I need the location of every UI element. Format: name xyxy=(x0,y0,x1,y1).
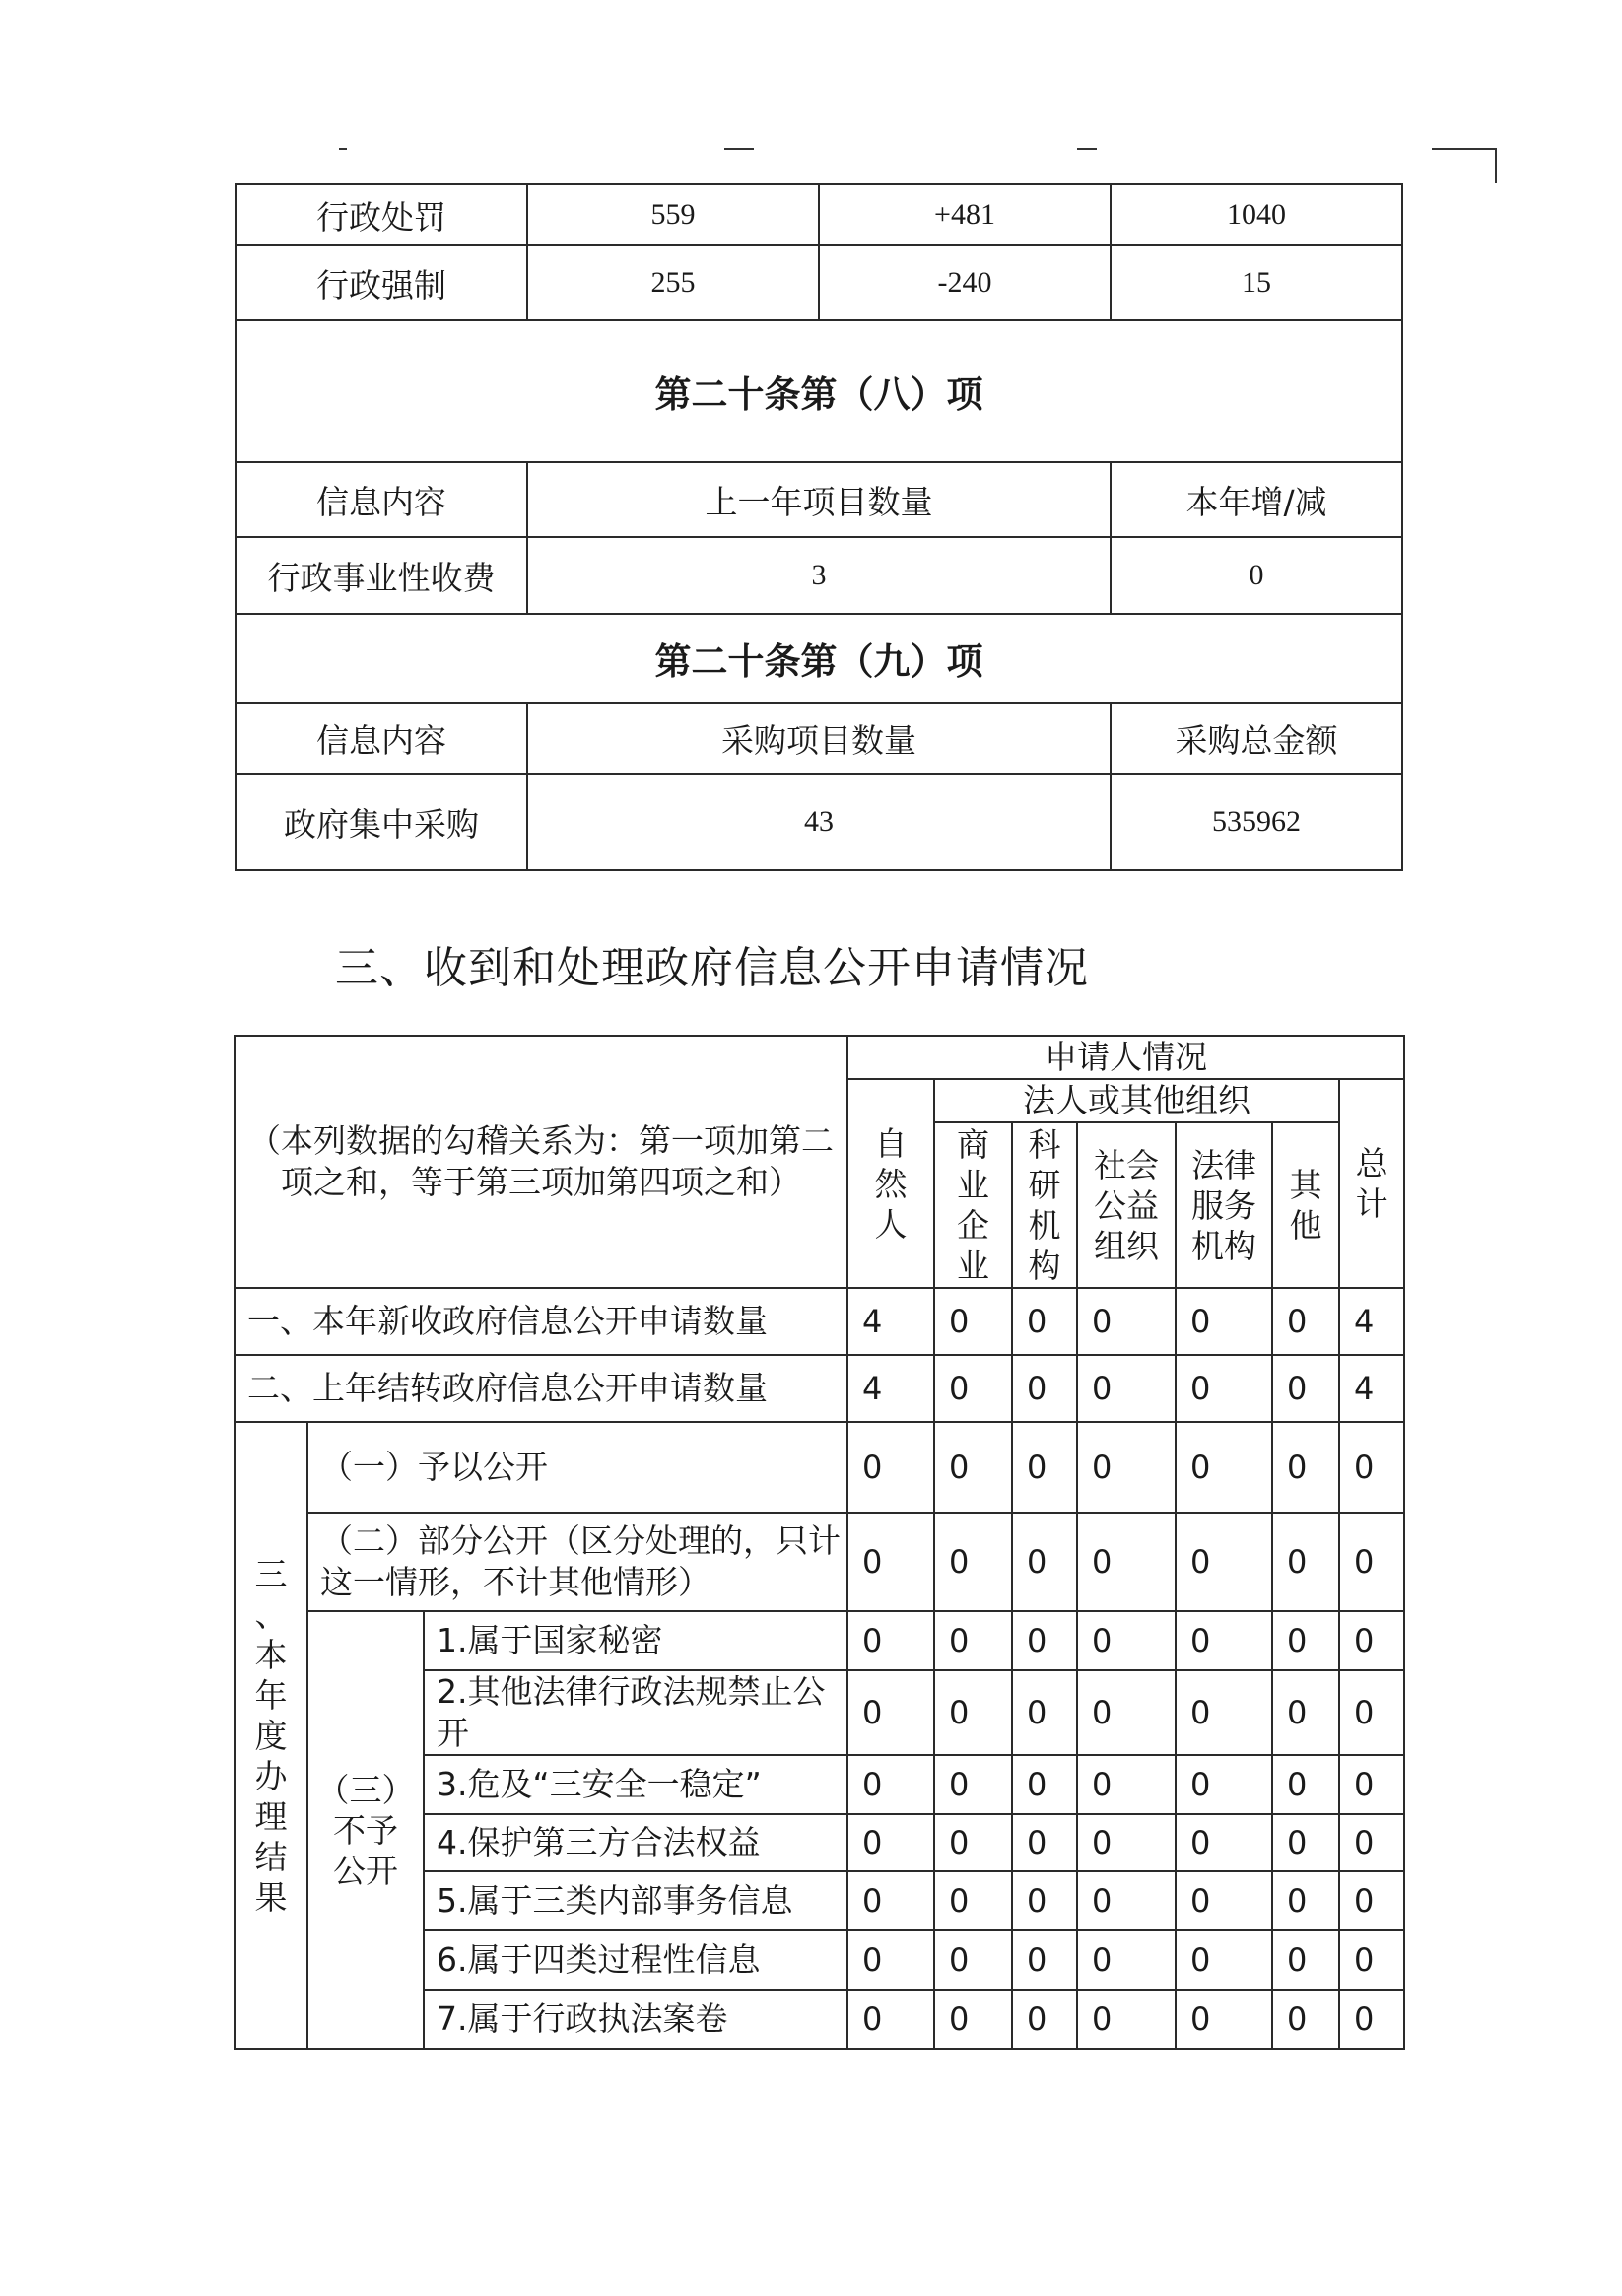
cell-value: 0 xyxy=(1077,1670,1176,1755)
cell-value: 0 xyxy=(1012,1513,1077,1611)
cell-value: 0 xyxy=(1339,1814,1404,1871)
table-row xyxy=(235,1355,1404,1422)
cell-value: 0 xyxy=(934,1871,1012,1930)
cell-value: 0 xyxy=(1176,1814,1272,1871)
cell-value: 0 xyxy=(1012,1670,1077,1755)
section8-title: 第二十条第（八）项 xyxy=(236,320,1402,462)
cell-value: 4 xyxy=(847,1288,934,1355)
cell-value: 0 xyxy=(1077,1990,1176,2049)
cell-value: 0 xyxy=(1339,1422,1404,1513)
current-value: 1040 xyxy=(1111,184,1402,245)
table-row xyxy=(235,1422,1404,1513)
cell-value: 0 xyxy=(934,1755,1012,1814)
cell-value: 0 xyxy=(1012,1930,1077,1990)
col-total: 总 计 xyxy=(1339,1079,1404,1288)
header-purchase-count: 采购项目数量 xyxy=(527,703,1111,774)
cell-value: 0 xyxy=(1272,1355,1339,1422)
cell-value: 0 xyxy=(847,1814,934,1871)
table-row xyxy=(236,537,1402,614)
header-change: 本年增/减 xyxy=(1111,462,1402,537)
cell-value: 0 xyxy=(1176,1611,1272,1670)
col-other: 其 他 xyxy=(1272,1122,1339,1288)
cell-value: 0 xyxy=(1077,1355,1176,1422)
cell-value: 0 xyxy=(1176,1871,1272,1930)
table-header-row xyxy=(236,703,1402,774)
cell-value: 0 xyxy=(934,1930,1012,1990)
cell-value: 0 xyxy=(1176,1930,1272,1990)
cell-value: 0 xyxy=(1272,1814,1339,1871)
cell-value: 0 xyxy=(934,1288,1012,1355)
cell-value: 0 xyxy=(1176,1513,1272,1611)
header-purchase-amount: 采购总金额 xyxy=(1111,703,1402,774)
cell-value: 0 xyxy=(1339,1755,1404,1814)
row-label: 2.其他法律行政法规禁止公开 xyxy=(424,1670,847,1755)
cell-value: 0 xyxy=(1012,1355,1077,1422)
section-heading: 三、收到和处理政府信息公开申请情况 xyxy=(335,943,1089,993)
current-value: 15 xyxy=(1111,245,1402,320)
table-row xyxy=(235,1288,1404,1355)
row-label: 3.危及“三安全一稳定” xyxy=(424,1755,847,1814)
cell-value: 0 xyxy=(1339,1670,1404,1755)
cell-value: 0 xyxy=(1012,1755,1077,1814)
cell-value: 0 xyxy=(1339,1513,1404,1611)
cell-value: 0 xyxy=(934,1513,1012,1611)
cell-value: 4 xyxy=(1339,1355,1404,1422)
table-row xyxy=(236,774,1402,870)
cell-value: 0 xyxy=(934,1670,1012,1755)
cell-value: 0 xyxy=(1176,1288,1272,1355)
row-label: 政府集中采购 xyxy=(236,774,527,870)
cell-value: 0 xyxy=(1176,1422,1272,1513)
scan-mark xyxy=(1077,148,1097,150)
row-label: 二、上年结转政府信息公开申请数量 xyxy=(235,1355,847,1422)
scan-mark xyxy=(1432,148,1495,150)
cell-value: 0 xyxy=(1339,1930,1404,1990)
cell-value: 0 xyxy=(1077,1930,1176,1990)
cell-value: 0 xyxy=(1272,1422,1339,1513)
prev-year-value: 559 xyxy=(527,184,819,245)
cell-value: 0 xyxy=(1012,1990,1077,2049)
cell-value: 0 xyxy=(847,1871,934,1930)
applicant-header: 申请人情况 xyxy=(847,1036,1404,1079)
table-row xyxy=(235,1611,1404,1670)
cell-value: 0 xyxy=(847,1755,934,1814)
cell-value: 0 xyxy=(934,1990,1012,2049)
cell-value: 0 xyxy=(1077,1871,1176,1930)
header-prev-count: 上一年项目数量 xyxy=(527,462,1111,537)
row-label: 7.属于行政执法案卷 xyxy=(424,1990,847,2049)
change-value: 0 xyxy=(1111,537,1402,614)
cell-value: 0 xyxy=(1339,1611,1404,1670)
scan-mark xyxy=(1495,148,1497,183)
cell-value: 0 xyxy=(1077,1755,1176,1814)
cell-value: 0 xyxy=(1012,1611,1077,1670)
table-header-row xyxy=(236,462,1402,537)
col-legal-service: 法律 服务 机构 xyxy=(1176,1122,1272,1288)
col-social-welfare: 社会 公益 组织 xyxy=(1077,1122,1176,1288)
col-business: 商 业 企 业 xyxy=(934,1122,1012,1288)
legal-header: 法人或其他组织 xyxy=(934,1079,1339,1122)
cell-value: 0 xyxy=(1272,1611,1339,1670)
section-title-row xyxy=(236,320,1402,462)
cell-value: 0 xyxy=(1012,1814,1077,1871)
table-header-row xyxy=(235,1036,1404,1079)
cell-value: 0 xyxy=(934,1355,1012,1422)
header-info-content: 信息内容 xyxy=(236,703,527,774)
cell-value: 0 xyxy=(1176,1990,1272,2049)
cell-value: 4 xyxy=(1339,1288,1404,1355)
row-label: 4.保护第三方合法权益 xyxy=(424,1814,847,1871)
scan-mark xyxy=(724,148,754,150)
purchase-amount-value: 535962 xyxy=(1111,774,1402,870)
row-label: 行政强制 xyxy=(236,245,527,320)
row-label: （二）部分公开（区分处理的，只计这一情形，不计其他情形） xyxy=(307,1513,847,1611)
cell-value: 0 xyxy=(934,1611,1012,1670)
cell-value: 0 xyxy=(847,1611,934,1670)
change-value: -240 xyxy=(819,245,1111,320)
not-public-label: （三） 不予 公开 xyxy=(307,1611,424,2049)
cell-value: 0 xyxy=(1077,1814,1176,1871)
section-title-row xyxy=(236,614,1402,703)
table-row xyxy=(236,245,1402,320)
cell-value: 0 xyxy=(1012,1288,1077,1355)
cell-value: 0 xyxy=(847,1422,934,1513)
purchase-count-value: 43 xyxy=(527,774,1111,870)
cell-value: 0 xyxy=(1272,1871,1339,1930)
col-natural-person: 自 然 人 xyxy=(847,1079,934,1288)
cell-value: 0 xyxy=(1176,1355,1272,1422)
cell-value: 0 xyxy=(847,1930,934,1990)
cell-value: 0 xyxy=(1272,1513,1339,1611)
cell-value: 0 xyxy=(847,1670,934,1755)
change-value: +481 xyxy=(819,184,1111,245)
application-stats-table xyxy=(234,1035,1405,2050)
prev-year-value: 3 xyxy=(527,537,1111,614)
cell-value: 0 xyxy=(1077,1422,1176,1513)
cell-value: 0 xyxy=(1339,1990,1404,2049)
cell-value: 0 xyxy=(847,1513,934,1611)
corner-note: （本列数据的勾稽关系为：第一项加第二项之和，等于第三项加第四项之和） xyxy=(235,1036,847,1288)
cell-value: 0 xyxy=(1176,1670,1272,1755)
section9-title: 第二十条第（九）项 xyxy=(236,614,1402,703)
scan-mark xyxy=(339,148,347,150)
cell-value: 0 xyxy=(1272,1755,1339,1814)
row-label: （一）予以公开 xyxy=(307,1422,847,1513)
cell-value: 0 xyxy=(1012,1422,1077,1513)
row-label: 一、本年新收政府信息公开申请数量 xyxy=(235,1288,847,1355)
cell-value: 0 xyxy=(1272,1670,1339,1755)
cell-value: 4 xyxy=(847,1355,934,1422)
cell-value: 0 xyxy=(934,1814,1012,1871)
row-label: 1.属于国家秘密 xyxy=(424,1611,847,1670)
cell-value: 0 xyxy=(1339,1871,1404,1930)
cell-value: 0 xyxy=(1077,1288,1176,1355)
cell-value: 0 xyxy=(1272,1288,1339,1355)
cell-value: 0 xyxy=(934,1422,1012,1513)
col-research: 科 研 机 构 xyxy=(1012,1122,1077,1288)
row-label: 6.属于四类过程性信息 xyxy=(424,1930,847,1990)
result-label: 三 、 本 年 度 办 理 结 果 xyxy=(235,1422,307,2049)
cell-value: 0 xyxy=(1077,1611,1176,1670)
cell-value: 0 xyxy=(1272,1990,1339,2049)
disclosure-stats-table xyxy=(235,183,1403,871)
cell-value: 0 xyxy=(1077,1513,1176,1611)
cell-value: 0 xyxy=(1272,1930,1339,1990)
row-label: 5.属于三类内部事务信息 xyxy=(424,1871,847,1930)
cell-value: 0 xyxy=(1176,1755,1272,1814)
table-row xyxy=(235,1513,1404,1611)
row-label: 行政处罚 xyxy=(236,184,527,245)
cell-value: 0 xyxy=(1012,1871,1077,1930)
row-label: 行政事业性收费 xyxy=(236,537,527,614)
table-row xyxy=(236,184,1402,245)
prev-year-value: 255 xyxy=(527,245,819,320)
cell-value: 0 xyxy=(847,1990,934,2049)
header-info-content: 信息内容 xyxy=(236,462,527,537)
